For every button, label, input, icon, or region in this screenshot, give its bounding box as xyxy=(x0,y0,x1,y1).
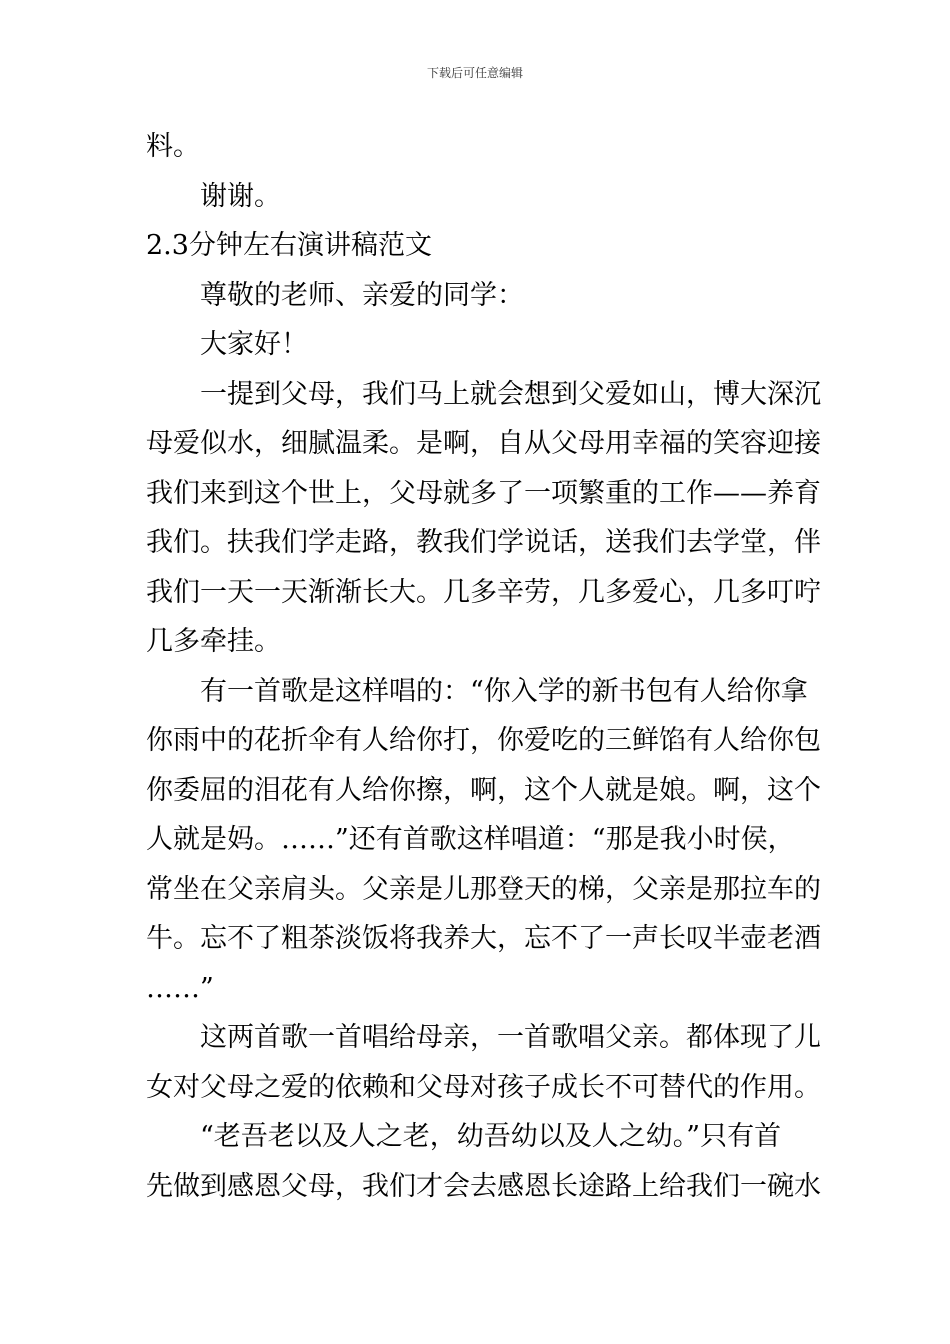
text-line: 这两首歌一首唱给母亲，一首歌唱父亲。都体现了儿 xyxy=(200,1022,821,1053)
document-body xyxy=(146,122,821,1211)
text-line: 先做到感恩父母，我们才会去感恩长途路上给我们一碗水 xyxy=(146,1170,821,1202)
text-line: 女对父母之爱的依赖和父母对孩子成长不可替代的作用。 xyxy=(146,1071,821,1103)
text-line: 我们一天一天渐渐长大。几多辛劳，几多爱心，几多叮咛 xyxy=(146,576,821,608)
text-line: ……” xyxy=(146,972,214,1004)
text-line: 母爱似水，细腻温柔。是啊，自从父母用幸福的笑容迎接 xyxy=(146,428,821,459)
text-line: 几多牵挂。 xyxy=(146,626,281,657)
text-line: 你雨中的花折伞有人给你打，你爱吃的三鲜馅有人给你包 xyxy=(146,725,821,756)
section-heading: 2.3分钟左右演讲稿范文 xyxy=(146,230,432,261)
text-line: 有一首歌是这样唱的：“你入学的新书包有人给你拿 xyxy=(200,675,808,707)
text-line: 人就是妈。……”还有首歌这样唱道：“那是我小时侯， xyxy=(146,824,795,855)
text-line: “老吾老以及人之老，幼吾幼以及人之幼。”只有首 xyxy=(200,1121,782,1152)
text-line: 牛。忘不了粗茶淡饭将我养大，忘不了一声长叹半壶老酒 xyxy=(146,923,821,954)
text-line: 料。 xyxy=(146,131,200,162)
text-line: 大家好！ xyxy=(200,329,308,360)
text-line: 你委屈的泪花有人给你擦，啊，这个人就是娘。啊，这个 xyxy=(146,774,821,806)
page-header: 下载后可任意编辑 xyxy=(426,66,523,80)
text-line: 常坐在父亲肩头。父亲是儿那登天的梯，父亲是那拉车的 xyxy=(146,873,821,905)
text-line: 尊敬的老师、亲爱的同学： xyxy=(200,279,524,311)
text-line: 我们。扶我们学走路，教我们学说话，送我们去学堂，伴 xyxy=(146,527,821,558)
text-line: 我们来到这个世上，父母就多了一项繁重的工作——养育 xyxy=(146,477,821,509)
text-line: 谢谢。 xyxy=(200,180,281,212)
text-line: 一提到父母，我们马上就会想到父爱如山，博大深沉 xyxy=(200,378,821,410)
